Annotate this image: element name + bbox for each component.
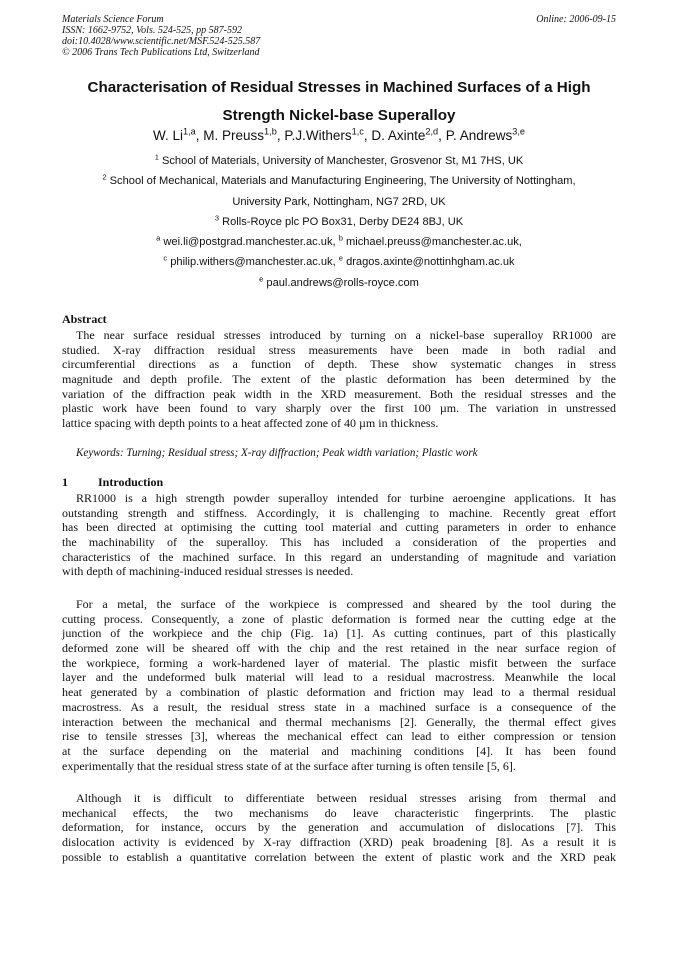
body-line: deformed zone will be sheared off with the chip and the rest retained in the near surface region of bbox=[62, 641, 616, 656]
author-name: P.J.Withers bbox=[284, 128, 352, 143]
title-line-1: Characterisation of Residual Stresses in Machined Surfaces of a High bbox=[87, 79, 591, 96]
body-line: Although it is difficult to differentiate between residual stresses arising from thermal and bbox=[76, 791, 616, 805]
body-line: heat generated by a combination of plastic deformation and friction may lead to a thermal residual bbox=[62, 685, 616, 700]
abstract-line: lattice spacing with depth points to a heat affected zone of 40 µm in thickness. bbox=[62, 416, 439, 431]
author-affil-mark: 1,a bbox=[183, 126, 196, 137]
body-line: outstanding strength and stiffness. Accordingly, it is challenging to machine. Recently great effort bbox=[62, 505, 616, 520]
body-line: RR1000 is a high strength powder superalloy intended for turbine aeroengine applications. It has bbox=[76, 491, 616, 505]
body-line: rise to tensile stresses [3], whereas the mechanical effect can lead to either compression or tension bbox=[62, 729, 616, 744]
doi-line: doi:10.4028/www.scientific.net/MSF.524-525.587 bbox=[62, 36, 261, 47]
email-link[interactable]: philip.withers@manchester.ac.uk, bbox=[170, 256, 336, 269]
body-line: the workpiece, forming a work-hardened layer of material. The plastic misfit between the surface bbox=[62, 655, 616, 670]
abstract-body bbox=[62, 328, 616, 431]
abstract-line: studied. X-ray diffraction residual stress measurements have been made in both radial and bbox=[62, 342, 616, 357]
author-name: P. Andrews bbox=[445, 128, 513, 143]
intro-paragraph-2 bbox=[62, 597, 616, 773]
title-line-2: Strength Nickel-base Superalloy bbox=[222, 107, 456, 124]
email-mark: c bbox=[163, 253, 168, 263]
affiliation-2-cont: University Park, Nottingham, NG7 2RD, UK bbox=[232, 195, 446, 208]
author-name: W. Li bbox=[152, 128, 183, 143]
email-mark: b bbox=[338, 233, 343, 243]
copyright-line: © 2006 Trans Tech Publications Ltd, Switzerland bbox=[62, 47, 260, 58]
paper-title bbox=[40, 74, 638, 130]
abstract-line: The near surface residual stresses introduced by turning on a nickel-base superalloy RR1000 are bbox=[76, 328, 616, 342]
intro-paragraph-3 bbox=[62, 791, 616, 864]
affil-text: School of Materials, University of Manchester, Grosvenor St, M1 7HS, UK bbox=[161, 155, 524, 167]
body-line: For a metal, the surface of the workpiece is compressed and sheared by the tool during the bbox=[76, 597, 616, 611]
issn-line: ISSN: 1662-9752, Vols. 524-525, pp 587-592 bbox=[62, 25, 242, 36]
section-heading bbox=[62, 475, 163, 489]
abstract-line: plastic work have been found to vary sharply over the first 100 µm. The variation in unstressed bbox=[62, 401, 616, 416]
email-link[interactable]: paul.andrews@rolls-royce.com bbox=[266, 276, 419, 289]
email-mark: a bbox=[156, 233, 161, 243]
body-line: dislocation activity is evidenced by X-ray diffraction (XRD) peak broadening [8]. As a result it is bbox=[62, 835, 616, 850]
author-name: M. Preuss bbox=[203, 128, 265, 143]
body-line: experimentally that the residual stress state of at the surface after turning is often tensile [5, 6]. bbox=[62, 758, 516, 773]
body-line: macrostress. As a result, the residual stress state in a machined surface is a consequence of the bbox=[62, 699, 616, 714]
journal-name: Materials Science Forum bbox=[62, 14, 164, 25]
abstract-line: circumferential directions as a function of depth. These show systematic changes in stress bbox=[62, 357, 616, 372]
abstract-line: variation of the diffraction peak width in the XRD measurement. Both the residual stresses and the bbox=[62, 386, 616, 401]
email-line-1 bbox=[40, 232, 638, 252]
body-line: cutting process. Consequently, a zone of plastic deformation is formed near the cutting edge at the bbox=[62, 611, 616, 626]
publication-info bbox=[62, 14, 260, 58]
affil-text: Rolls-Royce plc PO Box31, Derby DE24 8BJ, UK bbox=[222, 215, 464, 228]
affiliation-3 bbox=[40, 212, 638, 232]
email-mark: e bbox=[338, 253, 343, 263]
affiliations bbox=[40, 151, 638, 293]
body-line: the machinability of the superalloy. This has included a consideration of the properties and bbox=[62, 535, 616, 550]
body-line: deformation, for instance, occurs by the generation and accumulation of dislocations [7]. This bbox=[62, 820, 616, 835]
abstract-line: magnitude and depth profile. The extent of the plastic deformation has been determined by the bbox=[62, 372, 616, 387]
email-link[interactable]: michael.preuss@manchester.ac.uk, bbox=[345, 236, 522, 249]
keywords: Keywords: Turning; Residual stress; X-ray diffraction; Peak width variation; Plastic work bbox=[76, 447, 478, 459]
section-number: 1 bbox=[62, 475, 68, 489]
body-line: with depth of machining-induced residual stresses is needed. bbox=[62, 564, 354, 579]
body-line: characteristics of the machined surface. In this regard an understanding of magnitude and variation bbox=[62, 549, 616, 564]
body-line: possible to establish a quantitative correlation between the extent of plastic work and the XRD peak bbox=[62, 849, 616, 864]
intro-paragraph-1 bbox=[62, 491, 616, 579]
section-title: Introduction bbox=[98, 475, 164, 489]
body-line: junction of the workpiece and the chip (Fig. 1a) [1]. As cutting continues, part of this plastically bbox=[62, 626, 616, 641]
body-line: mechanical effects, the two mechanisms do leave characteristic fingerprints. The plastic bbox=[62, 805, 616, 820]
email-line-3 bbox=[40, 273, 638, 293]
author-list: W. Li$^{1,a}$, M. Preuss$^{1,b}$, P.J.Withers$^{1,c}$, D. Axinte$^{2,d}$, P. Andrews$^{3,e}$ bbox=[152, 126, 525, 143]
affiliation-2 bbox=[40, 171, 638, 191]
author-affil-mark: 3,e bbox=[512, 126, 525, 137]
abstract-heading: Abstract bbox=[62, 312, 107, 326]
author-affil-mark: 1,c bbox=[351, 126, 364, 137]
email-mark: e bbox=[259, 274, 264, 284]
email-line-2 bbox=[40, 252, 638, 272]
email-link[interactable]: dragos.axinte@nottinhgham.ac.uk bbox=[346, 256, 515, 269]
online-date: Online: 2006-09-15 bbox=[536, 14, 616, 25]
author-affil-mark: 2,d bbox=[425, 126, 439, 137]
body-line: at the surface depending on the material and machining conditions [4]. It has been found bbox=[62, 743, 616, 758]
affiliation-1 bbox=[40, 151, 638, 171]
affil-mark: 3 bbox=[214, 213, 220, 223]
body-line: layer and the undeformed bulk material will lead to a residual macrostress. Meanwhile the local bbox=[62, 670, 616, 685]
body-line: interaction between the mechanical and thermal mechanisms [2]. Generally, the thermal effect gives bbox=[62, 714, 616, 729]
email-link[interactable]: wei.li@postgrad.manchester.ac.uk, bbox=[163, 236, 336, 249]
author-name: D. Axinte bbox=[371, 128, 426, 143]
body-line: has been directed at optimising the cutting tool material and cutting parameters in order to enhance bbox=[62, 520, 616, 535]
affil-mark: 2 bbox=[102, 172, 107, 182]
affil-mark: 1 bbox=[154, 152, 159, 162]
author-affil-mark: 1,b bbox=[264, 126, 277, 137]
affil-text: School of Mechanical, Materials and Manufacturing Engineering, The University of Nottingham, bbox=[109, 175, 576, 188]
